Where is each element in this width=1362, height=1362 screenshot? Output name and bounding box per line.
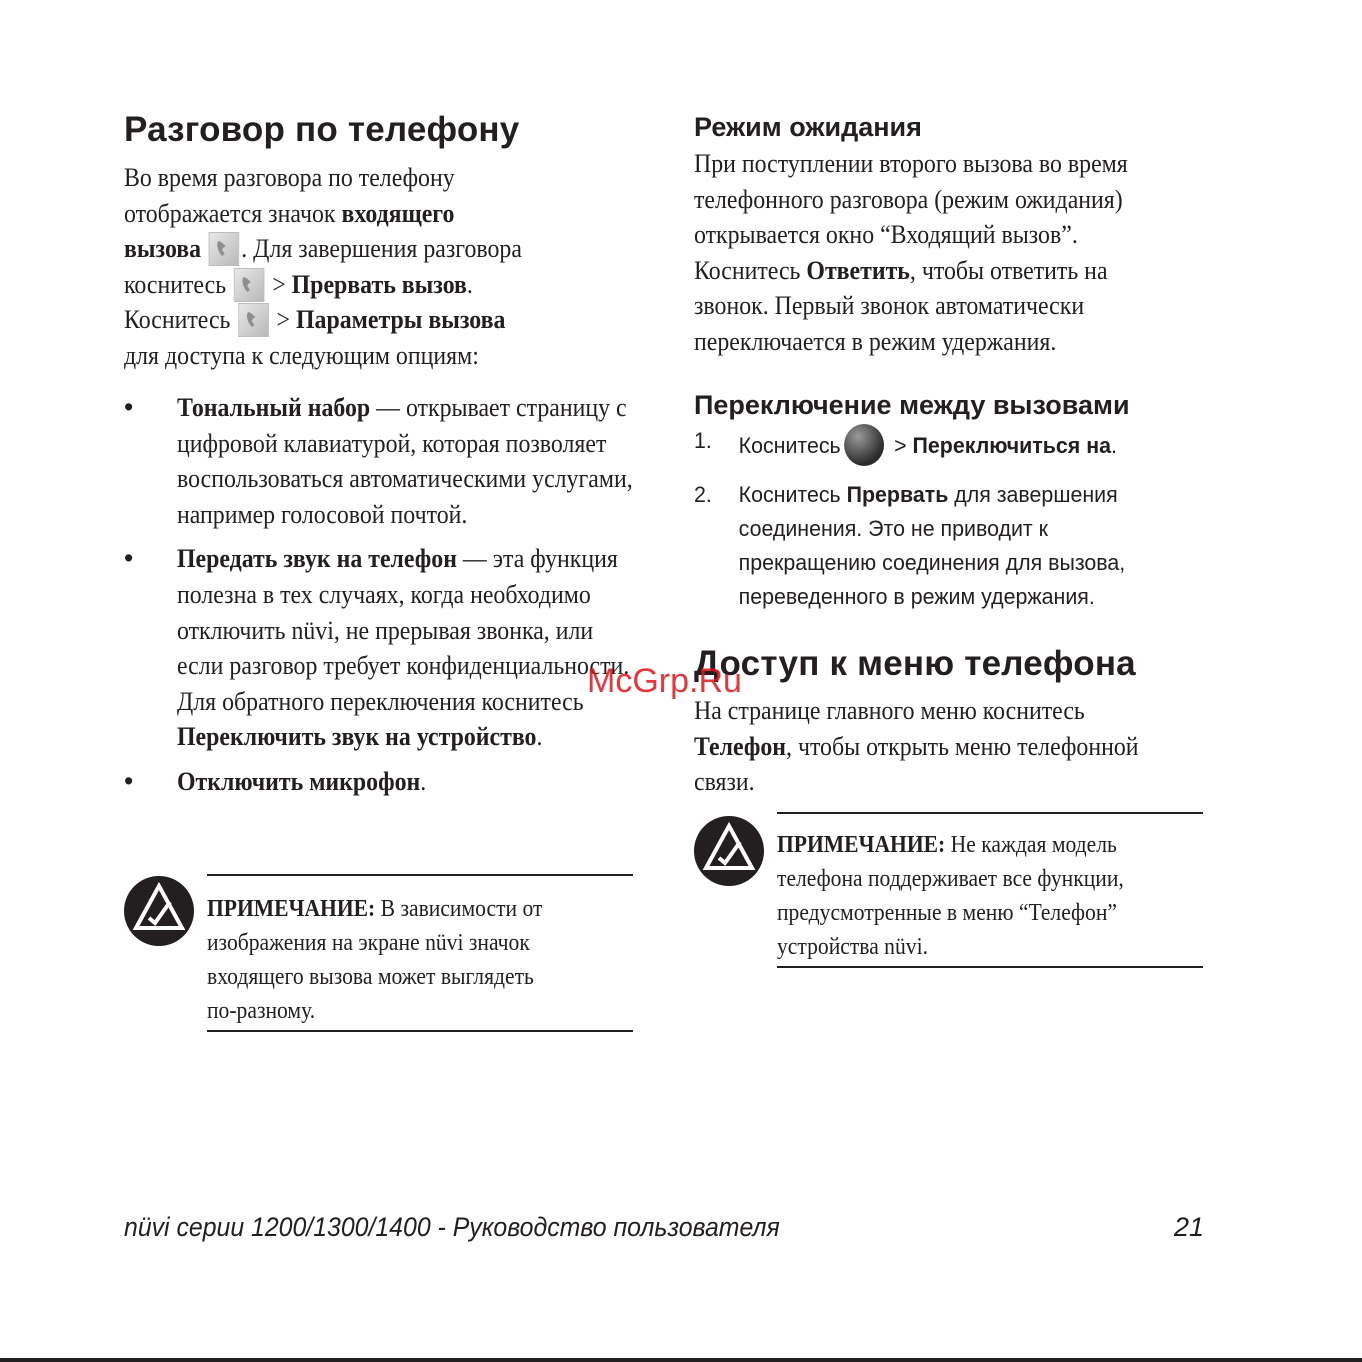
phone-call-icon[interactable] <box>234 268 265 302</box>
waiting-paragraph: При поступлении второго вызова во время телефонного разговора (режим ожидания) открывается окно “Входящий вызов”. Коснитесь Ответить, чтобы ответить на звонок. Первый звонок автоматически переключается в режим удержания. <box>694 148 1128 356</box>
note-label: ПРИМЕЧАНИЕ: <box>207 896 376 922</box>
note-pencil-icon <box>694 816 764 886</box>
intro-paragraph: Во время разговора по телефону отображается значок входящего вызова . Для завершения разговора коснитесь > Прервать вызов. Коснитесь > Параметры вызова для доступа к следующим опциям: <box>124 162 522 370</box>
end-call-label: Прервать вызов <box>291 268 467 299</box>
answer-label: Ответить <box>806 254 910 285</box>
call-options-label: Параметры вызова <box>295 304 506 335</box>
phone-round-icon[interactable] <box>844 424 884 466</box>
switch-steps <box>694 424 1204 614</box>
note-pencil-icon <box>124 876 194 946</box>
footer-title: nüvi серии 1200/1300/1400 - Руководство пользователя <box>124 1212 780 1242</box>
section-title-switch: Переключение между вызовами <box>694 390 1130 420</box>
menu-paragraph: На странице главного меню коснитесь Телефон, чтобы открыть меню телефонной связи. <box>694 695 1139 797</box>
phone-label: Телефон <box>694 730 787 761</box>
watermark: McGrp.Ru <box>587 662 742 700</box>
hang-up-label: Прервать <box>846 482 949 507</box>
step-item: 2. Коснитесь Прервать для завершения соединения. Это не приводит к прекращению соединения для вызова, переведенного в режим удержания. <box>694 482 1126 609</box>
note-rule-top <box>777 812 1203 814</box>
section-title-menu: Доступ к меню телефона <box>694 644 1136 683</box>
section-title-call: Разговор по телефону <box>124 110 520 149</box>
note-left: ПРИМЕЧАНИЕ: В зависимости от изображения на экране nüvi значок входящего вызова может выглядеть по-разному. <box>124 874 634 1034</box>
options-list <box>124 390 634 800</box>
list-item: • Отключить микрофон. <box>124 765 427 796</box>
section-title-waiting: Режим ожидания <box>694 112 922 142</box>
note-rule-top <box>207 874 633 876</box>
phone-call-icon[interactable] <box>238 303 269 337</box>
incoming-call-icon <box>209 232 240 266</box>
list-item: • Тональный набор — открывает страницу с цифровой клавиатурой, которая позволяет воспользоваться автоматическими услугами, например голосовой почтой. <box>124 392 633 529</box>
note-right: ПРИМЕЧАНИЕ: Не каждая модель телефона поддерживает все функции, предусмотренные в меню “Телефон” устройства nüvi. <box>694 812 1204 972</box>
note-rule-bottom <box>207 1030 633 1032</box>
note-label: ПРИМЕЧАНИЕ: <box>777 832 946 858</box>
list-item: • Передать звук на телефон — эта функция полезна в тех случаях, когда необходимо отключить nüvi, не прерывая звонка, или если разговор требует конфиденциальности. Для обратного переключения коснитесь Переключить звук на устройство. <box>124 543 630 752</box>
bottom-rule <box>0 1358 1362 1362</box>
step-item: 1. Коснитесь > Переключиться на. <box>694 424 1214 466</box>
note-rule-bottom <box>777 966 1203 968</box>
page-number: 21 <box>1174 1212 1205 1242</box>
switch-to-label: Переключиться на <box>912 433 1111 458</box>
